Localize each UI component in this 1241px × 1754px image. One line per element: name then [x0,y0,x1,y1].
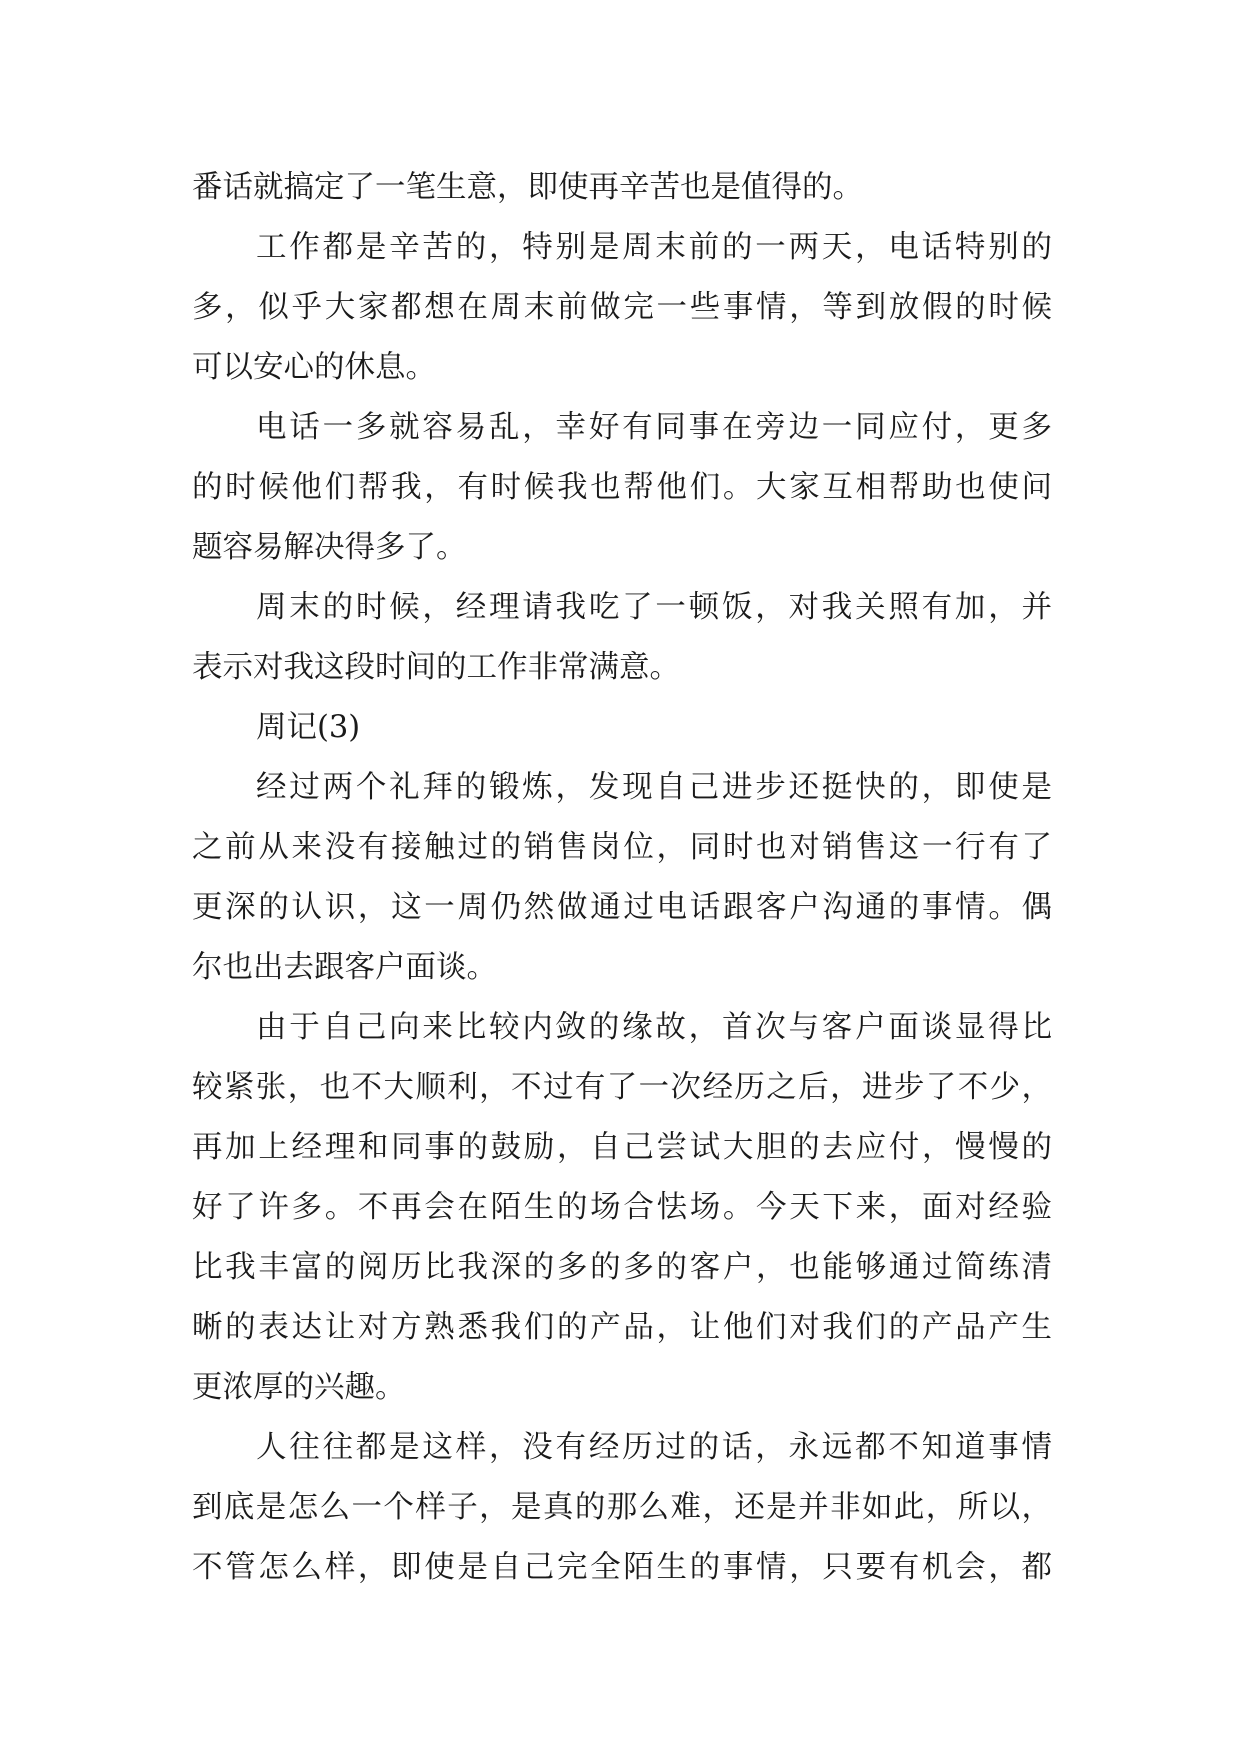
text-line: 的时候他们帮我，有时候我也帮他们。大家互相帮助也使问 [192,470,1052,505]
text-line: 好了许多。不再会在陌生的场合怯场。今天下来，面对经验 [192,1190,1052,1225]
text-line: 再加上经理和同事的鼓励，自己尝试大胆的去应付，慢慢的 [192,1130,1052,1165]
text-line: 晰的表达让对方熟悉我们的产品，让他们对我们的产品产生 [192,1310,1052,1345]
text-line: 之前从来没有接触过的销售岗位，同时也对销售这一行有了 [192,830,1052,865]
text-line: 比我丰富的阅历比我深的多的多的客户，也能够通过简练清 [192,1250,1052,1285]
text-line: 表示对我这段时间的工作非常满意。 [192,650,680,685]
text-line: 不管怎么样，即使是自己完全陌生的事情，只要有机会，都 [192,1550,1052,1585]
text-line: 番话就搞定了一笔生意，即使再辛苦也是值得的。 [192,170,863,205]
text-line: 人往往都是这样，没有经历过的话，永远都不知道事情 [256,1430,1052,1465]
text-line: 经过两个礼拜的锻炼，发现自己进步还挺快的，即使是 [256,770,1052,805]
document-body [192,158,1052,1598]
text-line: 周末的时候，经理请我吃了一顿饭，对我关照有加，并 [256,590,1052,625]
text-line: 电话一多就容易乱，幸好有同事在旁边一同应付，更多 [256,410,1052,445]
text-line: 尔也出去跟客户面谈。 [192,950,497,985]
text-line: 较紧张，也不大顺利，不过有了一次经历之后，进步了不少， [192,1070,1052,1105]
text-line: 题容易解决得多了。 [192,530,467,565]
section-heading: 周记(3) [256,710,361,745]
text-line: 更深的认识，这一周仍然做通过电话跟客户沟通的事情。偶 [192,890,1052,925]
text-line: 到底是怎么一个样子，是真的那么难，还是并非如此，所以， [192,1490,1052,1525]
text-line: 由于自己向来比较内敛的缘故，首次与客户面谈显得比 [256,1010,1052,1045]
text-line: 可以安心的休息。 [192,350,436,385]
text-line: 多，似乎大家都想在周末前做完一些事情，等到放假的时候 [192,290,1052,325]
text-line: 更浓厚的兴趣。 [192,1370,406,1405]
text-line: 工作都是辛苦的，特别是周末前的一两天，电话特别的 [256,230,1052,265]
